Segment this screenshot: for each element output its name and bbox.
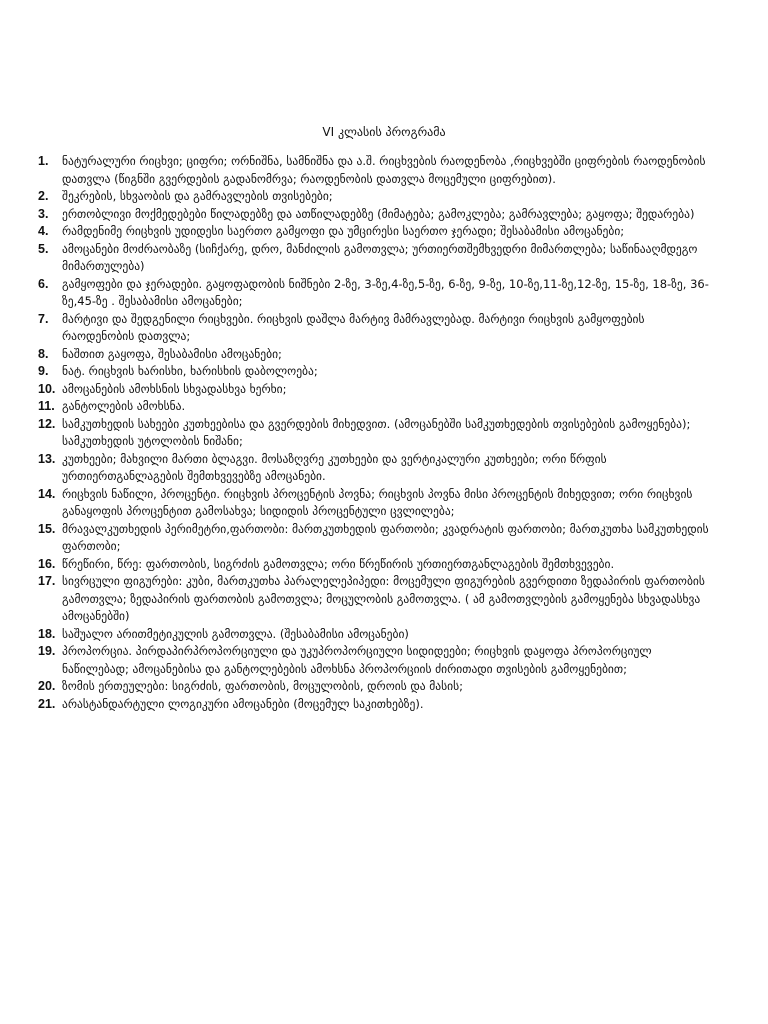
list-item-number: 3. xyxy=(38,206,49,221)
list-item-number: 1. xyxy=(38,154,49,168)
list-item-text: ნაშთით გაყოფა, შესაბამისი ამოცანები; xyxy=(62,346,282,361)
list-item xyxy=(38,153,718,188)
list-item-text: სამკუთხედის სახეები კუთხეებისა და გვერდების მიხედვით. (ამოცანებში სამკუთხედების თვისებების გამოყენება); სამკუთხედის უტოლობის ნიშანი; xyxy=(62,416,691,448)
list-item-text: არასტანდარტული ლოგიკური ამოცანები (მოცემულ საკითხებზე). xyxy=(62,696,424,711)
list-item xyxy=(38,363,718,381)
list-item-number: 19. xyxy=(38,644,56,658)
list-item xyxy=(38,643,718,678)
list-item-text: საშუალო არითმეტიკულის გამოთვლა. (შესაბამისი ამოცანები) xyxy=(62,626,409,641)
list-item-text: ნატ. რიცხვის ხარისხი, ხარისხის დაბოლოება; xyxy=(62,364,318,378)
list-item xyxy=(38,346,718,364)
list-item-number: 21. xyxy=(38,696,56,711)
list-item-number: 17. xyxy=(38,574,56,588)
list-item-number: 14. xyxy=(38,486,56,501)
list-item-text: ერთობლივი მოქმედებები წილადებზე და ათწილადებზე (მიმატება; გამოკლება; გამრავლება; გაყოფა; შედარება) xyxy=(62,206,695,221)
list-item-number: 16. xyxy=(38,556,56,571)
list-item xyxy=(38,276,718,311)
list-item-number: 8. xyxy=(38,346,49,361)
list-item xyxy=(38,451,718,486)
list-item xyxy=(38,626,718,644)
list-item-text: ზომის ერთეულები: სიგრძის, ფართობის, მოცულობის, დროის და მასის; xyxy=(62,679,463,693)
list-item-text: კუთხეები; მახვილი მართი ბლაგვი. მოსაზღვრე კუთხეები და ვერტიკალური კუთხეები; ორი წრფის ურთიერთგანლაგების შემთხვევებზე ამოცანები. xyxy=(62,451,607,483)
list-item-number: 13. xyxy=(38,451,56,466)
list-item-number: 15. xyxy=(38,521,56,536)
list-item-text: გამყოფები და ჯერადები. გაყოფადობის ნიშნები 2-ზე, 3-ზე,4-ზე,5-ზე, 6-ზე, 9-ზე, 10-ზე,11-ზე,12-ზე, 15-ზე, 18-ზე, 36-ზე,45-ზე . შესაბამისი ამოცანები; xyxy=(62,276,709,308)
list-item xyxy=(38,311,718,346)
list-item xyxy=(38,486,718,521)
list-item xyxy=(38,416,718,451)
list-item xyxy=(38,678,718,696)
list-item-text: რამდენიმე რიცხვის უდიდესი საერთო გამყოფი და უმცირესი საერთო ჯერადი; შესაბამისი ამოცანები; xyxy=(62,224,625,238)
list-item-text: ამოცანები მოძრაობაზე (სიჩქარე, დრო, მანძილის გამოთვლა; ურთიერთშემხვედრი მიმართლება; საწინააღმდეგო მიმართულება) xyxy=(62,241,698,273)
list-item xyxy=(38,206,718,224)
page-title: VI კლასის პროგრამა xyxy=(322,125,446,139)
list-item xyxy=(38,223,718,241)
list-item-number: 6. xyxy=(38,276,49,291)
list-item-number: 5. xyxy=(38,241,49,256)
list-item-text: შეკრების, სხვაობის და გამრავლების თვისებები; xyxy=(62,189,333,203)
list-item xyxy=(38,556,718,574)
list-item-number: 20. xyxy=(38,679,56,693)
list-item-number: 4. xyxy=(38,224,49,238)
list-item xyxy=(38,241,718,276)
list-item-text: მარტივი და შედგენილი რიცხვები. რიცხვის დაშლა მარტივ მამრავლებად. მარტივი რიცხვის გამყოფების რაოდენობის დათვლა; xyxy=(62,311,645,343)
list-item-number: 2. xyxy=(38,189,49,203)
list-item-text: ნატურალური რიცხვი; ციფრი; ორნიშნა, სამნიშნა და ა.შ. რიცხვების რაოდენობა ,რიცხვებში ციფრების რაოდენობის დათვლა (წიგნში გვერდების გადანომრვა; რაოდენობის დათვლა მოცემული ციფრებით). xyxy=(62,154,706,186)
list-item xyxy=(38,398,718,416)
list-item-number: 9. xyxy=(38,364,49,378)
list-item-number: 12. xyxy=(38,416,56,431)
program-list xyxy=(38,153,718,713)
list-item-text: განტოლების ამოხსნა. xyxy=(62,399,186,413)
list-item xyxy=(38,188,718,206)
list-item-number: 11. xyxy=(38,399,55,413)
list-item xyxy=(38,381,718,399)
list-item-number: 7. xyxy=(38,311,49,326)
list-item-text: მრავალკუთხედის პერიმეტრი,ფართობი: მართკუთხედის ფართობი; კვადრატის ფართობი; მართკუთხა სამკუთხედის ფართობი; xyxy=(62,521,709,553)
list-item-text: სივრცული ფიგურები: კუბი, მართკუთხა პარალელეპიპედი: მოცემული ფიგურების გვერდითი ზედაპირის ფართობის გამოთვლა; ზედაპირის ფართობის გამოთვლა; მოცულობის გამოთვლა. ( ამ გამოთვლების გამოყენება სხვადასხვა ამოცანებში) xyxy=(62,574,705,623)
list-item xyxy=(38,573,718,626)
list-item xyxy=(38,696,718,714)
list-item-text: რიცხვის ნაწილი, პროცენტი. რიცხვის პროცენტის პოვნა; რიცხვის პოვნა მისი პროცენტის მიხედვით; ორი რიცხვის განაყოფის პროცენტით გამოსახვა; სიდიდის პროცენტული ცვლილება; xyxy=(62,486,693,518)
list-item-text: წრეწირი, წრე: ფართობის, სიგრძის გამოთვლა; ორი წრეწირის ურთიერთგანლაგების შემთხვევები. xyxy=(62,556,615,571)
list-item-number: 18. xyxy=(38,626,56,641)
list-item-text: ამოცანების ამოხსნის სხვადასხვა ხერხი; xyxy=(62,381,287,396)
list-item-number: 10. xyxy=(38,381,56,396)
list-item-text: პროპორცია. პირდაპირპროპორციული და უკუპროპორციული სიდიდეები; რიცხვის დაყოფა პროპორციულ ნაწილებად; ამოცანებისა და განტოლებების ამოხსნა პროპორციის ძირითადი თვისების გამოყენებით; xyxy=(62,644,652,676)
list-item xyxy=(38,521,718,556)
